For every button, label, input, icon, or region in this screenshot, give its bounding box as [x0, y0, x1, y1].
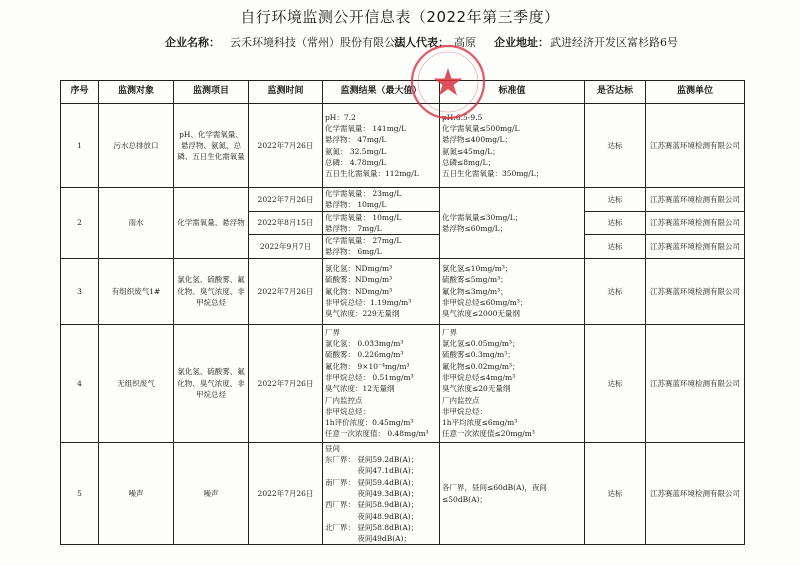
result-line: 悬浮物： 7mg/L: [325, 223, 382, 233]
result-line: 南厂界： 昼间59.4dB(A)；: [325, 477, 419, 487]
compliance-status: 达标: [585, 104, 646, 188]
standard-line: 氟化物≤0.02mg/m³；: [442, 361, 520, 371]
monitoring-unit: 江苏赛蓝环境检测有限公司: [646, 258, 745, 324]
monitoring-items: pH、化学需氧量、悬浮物、氨氮、总磷、五日生化需氧量: [174, 104, 249, 188]
standard-line: 氟化物≤3mg/m³；: [442, 286, 508, 296]
result-line: 北厂界： 昼间58.8dB(A)；: [325, 522, 419, 532]
result-line: 氯化氢：NDmg/m³: [325, 264, 393, 274]
standard-line: 厂内监控点: [442, 395, 480, 405]
compliance-status: 达标: [585, 258, 646, 324]
standard-line: 氯化氢≤10mg/m³；: [442, 264, 513, 274]
monitoring-result: [323, 188, 440, 212]
header-date: 监测时间: [249, 81, 323, 104]
header-object: 监测对象: [99, 81, 174, 104]
monitoring-object: 无组织废气: [99, 324, 174, 442]
standard-line: 悬浮物≤400mg/L；: [442, 135, 513, 145]
monitoring-object: 雨水: [99, 188, 174, 259]
standard-line: pH:6.5-9.5: [442, 112, 483, 122]
monitoring-object: 有组织废气1#: [99, 258, 174, 324]
monitoring-date: 2022年7月26日: [249, 258, 323, 324]
compliance-status: 达标: [585, 442, 646, 545]
result-line: 非甲烷总烃： 0.51mg/m³: [325, 372, 414, 382]
monitoring-date: 2022年8月15日: [249, 211, 323, 235]
company-name-label: 企业名称：: [165, 36, 220, 49]
monitoring-unit: 江苏赛蓝环境检测有限公司: [646, 324, 745, 442]
standard-line: 硫酸雾≤5mg/m³；: [442, 275, 508, 285]
result-line: 化学需氧量： 23mg/L: [325, 189, 402, 198]
result-line: 硫酸雾：NDmg/m³: [325, 275, 393, 285]
table-header-row: [61, 81, 745, 104]
row-number: 5: [61, 442, 99, 545]
result-line: 非甲烷总烃：: [325, 406, 370, 416]
monitoring-result: [323, 104, 440, 188]
standard-value: [440, 442, 585, 545]
monitoring-items: 氯化氢、硫酸雾、氟化物、臭气浓度、非甲烷总烃: [174, 258, 249, 324]
result-line: 厂界: [325, 327, 340, 337]
table-row: [61, 324, 745, 442]
monitoring-object: 噪声: [99, 442, 174, 545]
result-line: 五日生化需氧量：112mg/L: [325, 169, 419, 179]
monitoring-items: 氯化氢、硫酸雾、氟化物、臭气浓度、非甲烷总烃: [174, 324, 249, 442]
table-row: [61, 188, 745, 212]
monitoring-date: 2022年9月7日: [249, 235, 323, 259]
standard-line: 悬浮物≤60mg/L；: [442, 223, 508, 233]
result-line: 夜间49dB(A)；: [325, 534, 412, 544]
result-line: 臭气浓度：12无量纲: [325, 384, 395, 394]
result-line: 氟化物：NDmg/m³: [325, 286, 393, 296]
legal-rep: 高原: [454, 36, 476, 49]
standard-line: 化学需氧量≤30mg/L；: [442, 212, 523, 222]
result-line: 任意一次浓度值： 0.48mg/m³: [325, 429, 429, 439]
table-row: [61, 442, 745, 545]
monitoring-unit: 江苏赛蓝环境检测有限公司: [646, 442, 745, 545]
standard-line: 非甲烷总烃≤4mg/m³: [442, 372, 516, 382]
result-line: 硫酸雾： 0.226mg/m³: [325, 350, 404, 360]
result-line: 东厂界： 昼间59.2dB(A)；: [325, 455, 419, 465]
monitoring-unit: 江苏赛蓝环境检测有限公司: [646, 104, 745, 188]
result-line: 化学需氧量： 141mg/L: [325, 123, 407, 133]
monitoring-unit: 江苏赛蓝环境检测有限公司: [646, 211, 745, 235]
standard-line: 任意一次浓度值≤20mg/m³: [442, 429, 535, 439]
result-line: 夜间47.1dB(A)；: [325, 466, 419, 476]
result-line: 非甲烷总烃：1.19mg/m³: [325, 297, 412, 307]
monitoring-items: 噪声: [174, 442, 249, 545]
compliance-status: 达标: [585, 188, 646, 212]
row-number: 4: [61, 324, 99, 442]
monitoring-date: 2022年7月26日: [249, 442, 323, 545]
monitoring-result: [323, 211, 440, 235]
standard-value: [440, 188, 585, 259]
monitoring-date: 2022年7月26日: [249, 104, 323, 188]
result-line: 氨氮： 32.5mg/L: [325, 146, 387, 156]
result-line: 夜间49.3dB(A)；: [325, 488, 419, 498]
standard-line: 厂界: [442, 327, 457, 337]
result-line: 化学需氧量： 27mg/L: [325, 236, 402, 246]
result-line: 昼间: [325, 443, 340, 453]
monitoring-date: 2022年7月26日: [249, 324, 323, 442]
result-line: 臭气浓度：229无量纲: [325, 309, 400, 319]
result-line: 化学需氧量： 10mg/L: [325, 212, 402, 222]
header-no: 序号: [61, 81, 99, 104]
result-line: 悬浮物： 47mg/L: [325, 135, 387, 145]
header-unit: 监测单位: [646, 81, 745, 104]
standard-line: 各厂界，昼间≤60dB(A)，夜间≤50dB(A)；: [442, 483, 547, 504]
standard-line: 非甲烷总烃：: [442, 406, 487, 416]
standard-line: 化学需氧量≤500mg/L: [442, 123, 520, 133]
result-line: 悬浮物： 10mg/L: [325, 200, 387, 210]
company-name: 云禾环境科技（常州）股份有限公司: [230, 36, 406, 49]
monitoring-unit: 江苏赛蓝环境检测有限公司: [646, 188, 745, 212]
monitoring-object: 污水总排放口: [99, 104, 174, 188]
standard-value: [440, 104, 585, 188]
standard-line: 臭气浓度≤20无量纲: [442, 384, 511, 394]
result-line: 厂内监控点: [325, 395, 363, 405]
monitoring-unit: 江苏赛蓝环境检测有限公司: [646, 235, 745, 259]
monitoring-items: 化学需氧量、悬浮物: [174, 188, 249, 259]
result-line: 总磷： 4.78mg/L: [325, 157, 387, 167]
monitoring-result: [323, 235, 440, 259]
monitoring-result: [323, 442, 440, 545]
standard-line: 五日生化需氧量：350mg/L；: [442, 169, 544, 179]
result-line: pH：7.2: [325, 112, 356, 122]
table-row: [61, 258, 745, 324]
company-address: 武进经济开发区富杉路6号: [550, 36, 678, 49]
table-row: [61, 104, 745, 188]
row-number: 2: [61, 188, 99, 259]
result-line: 氟化物： 9×10⁻⁴mg/m³: [325, 361, 410, 371]
monitoring-result: [323, 258, 440, 324]
compliance-status: 达标: [585, 235, 646, 259]
result-line: 氯化氢： 0.033mg/m³: [325, 339, 404, 349]
standard-line: 硫酸雾≤0.3mg/m³；: [442, 350, 515, 360]
address-label: 企业地址：: [494, 36, 549, 49]
header-items: 监测项目: [174, 81, 249, 104]
standard-line: 非甲烷总烃≤60mg/m³；: [442, 297, 528, 307]
standard-value: [440, 258, 585, 324]
compliance-status: 达标: [585, 324, 646, 442]
standard-line: 1h平均浓度≤6mg/m³: [442, 418, 518, 428]
standard-line: 臭气浓度≤2000无量纲: [442, 309, 520, 319]
compliance-status: 达标: [585, 211, 646, 235]
result-line: 1h评价浓度：0.45mg/m³: [325, 418, 414, 428]
header-standard: 标准值: [440, 81, 585, 104]
standard-line: 氨氮≤45mg/L；: [442, 146, 500, 156]
header-result: 监测结果（最大值）: [323, 81, 440, 104]
row-number: 1: [61, 104, 99, 188]
company-info: [0, 34, 800, 48]
page-title: 自行环境监测公开信息表（2022年第三季度）: [240, 8, 560, 26]
monitoring-date: 2022年7月26日: [249, 188, 323, 212]
standard-line: 氯化氢≤0.05mg/m³；: [442, 339, 520, 349]
result-line: 悬浮物： 6mg/L: [325, 247, 382, 257]
legal-rep-label: 法人代表：: [394, 36, 449, 49]
standard-line: 总磷≤8mg/L；: [442, 157, 495, 167]
header-compliant: 是否达标: [585, 81, 646, 104]
result-line: 西厂界： 昼间58.9dB(A)；: [325, 500, 419, 510]
monitoring-table: [60, 80, 745, 545]
standard-value: [440, 324, 585, 442]
monitoring-result: [323, 324, 440, 442]
row-number: 3: [61, 258, 99, 324]
result-line: 夜间48.9dB(A)；: [325, 511, 419, 521]
